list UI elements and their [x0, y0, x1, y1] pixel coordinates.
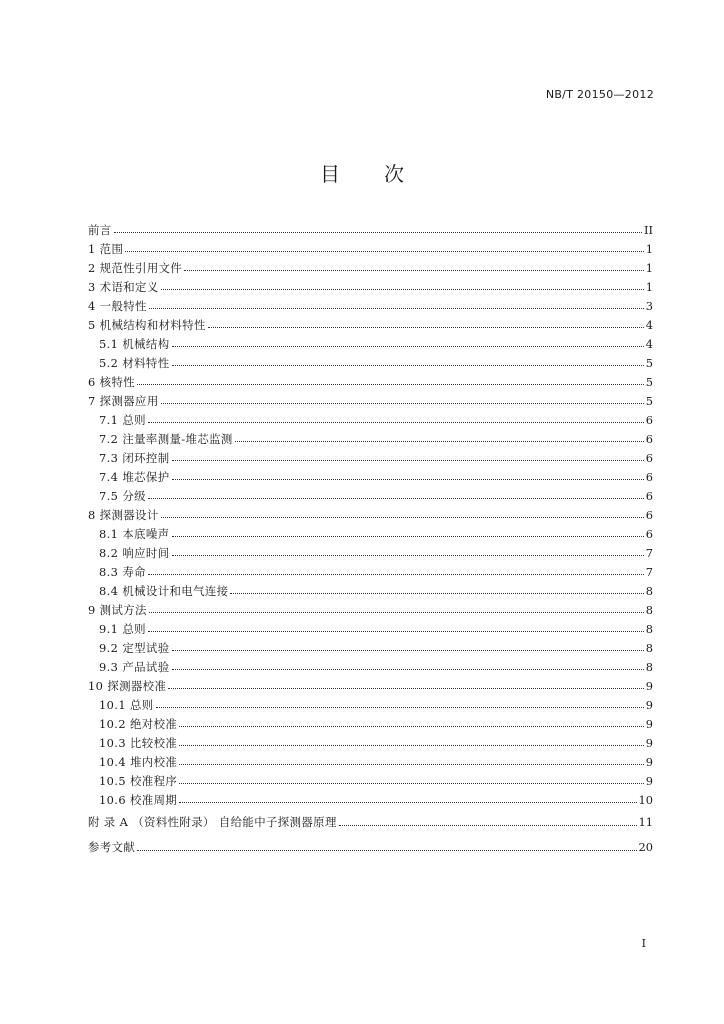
table-of-contents	[88, 220, 653, 858]
toc-entry[interactable]	[88, 752, 653, 771]
toc-entry-page: 9	[645, 697, 653, 712]
toc-entry[interactable]	[88, 676, 653, 695]
toc-entry-label: 8.4 机械设计和电气连接	[99, 583, 229, 598]
toc-entry-label: 3 术语和定义	[88, 279, 159, 294]
toc-entry-page: 6	[645, 412, 653, 427]
toc-leader-dots	[148, 574, 644, 575]
toc-entry[interactable]	[88, 448, 653, 467]
toc-entry[interactable]	[88, 657, 653, 676]
page-title	[0, 158, 724, 187]
toc-entry-label: 9.3 产品试验	[99, 659, 170, 674]
toc-leader-dots	[148, 631, 644, 632]
toc-leader-dots	[137, 384, 644, 385]
toc-entry-page: 5	[645, 355, 653, 370]
toc-entry[interactable]	[88, 391, 653, 410]
toc-entry-label: 10.3 比较校准	[99, 735, 178, 750]
toc-entry-page: 3	[645, 298, 653, 313]
toc-entry[interactable]	[88, 619, 653, 638]
toc-leader-dots	[125, 251, 644, 252]
toc-entry-label: 7.5 分级	[99, 488, 146, 503]
toc-entry-page: 1	[645, 241, 653, 256]
toc-entry-label: 5 机械结构和材料特性	[88, 317, 206, 332]
toc-entry[interactable]	[88, 277, 653, 296]
toc-entry[interactable]	[88, 296, 653, 315]
toc-entry-page: 8	[645, 621, 653, 636]
toc-leader-dots	[161, 517, 644, 518]
toc-leader-dots	[179, 802, 636, 803]
toc-leader-dots	[149, 308, 644, 309]
toc-entry-label: 5.1 机械结构	[99, 336, 170, 351]
toc-entry-label: 5.2 材料特性	[99, 355, 170, 370]
toc-entry-label: 10.1 总则	[99, 697, 154, 712]
toc-entry[interactable]	[88, 315, 653, 334]
toc-entry[interactable]	[88, 810, 653, 834]
toc-leader-dots	[230, 593, 643, 594]
toc-entry-page: 7	[645, 564, 653, 579]
toc-entry-label: 7 探测器应用	[88, 393, 159, 408]
toc-entry-page: 5	[645, 393, 653, 408]
toc-entry[interactable]	[88, 562, 653, 581]
toc-entry-page: 9	[645, 773, 653, 788]
standard-number: NB/T 20150—2012	[545, 88, 654, 101]
toc-entry[interactable]	[88, 372, 653, 391]
toc-leader-dots	[172, 460, 644, 461]
toc-entry-label: 1 范围	[88, 241, 124, 256]
toc-entry-page: 9	[645, 716, 653, 731]
toc-entry-label: 7.4 堆芯保护	[99, 469, 170, 484]
toc-leader-dots	[172, 650, 644, 651]
toc-entry-page: 6	[645, 507, 653, 522]
toc-entry-page: 4	[645, 317, 653, 332]
toc-entry[interactable]	[88, 714, 653, 733]
toc-entry[interactable]	[88, 258, 653, 277]
toc-entry-label: 8.3 寿命	[99, 564, 146, 579]
toc-entry-page: 6	[645, 469, 653, 484]
toc-leader-dots	[172, 346, 644, 347]
toc-entry-label: 10.5 校准程序	[99, 773, 178, 788]
toc-entry-label: 10 探测器校准	[88, 678, 167, 693]
toc-leader-dots	[179, 745, 644, 746]
toc-entry-label: 7.3 闭环控制	[99, 450, 170, 465]
toc-leader-dots	[172, 536, 644, 537]
toc-entry-label: 4 一般特性	[88, 298, 147, 313]
toc-entry-label: 附 录 A （资料性附录） 自给能中子探测器原理	[88, 815, 337, 829]
toc-entry[interactable]	[88, 836, 653, 858]
toc-entry-label: 9.1 总则	[99, 621, 146, 636]
toc-entry-page: 6	[645, 526, 653, 541]
toc-entry-label: 7.2 注量率测量-堆芯监测	[99, 431, 233, 446]
toc-leader-dots	[179, 783, 644, 784]
toc-entry[interactable]	[88, 410, 653, 429]
toc-entry-page: 1	[645, 260, 653, 275]
toc-entry[interactable]	[88, 733, 653, 752]
toc-entry-page: 9	[645, 754, 653, 769]
toc-entry-page: 10	[638, 792, 653, 807]
toc-entry-label: 8 探测器设计	[88, 507, 159, 522]
toc-leader-dots	[137, 850, 636, 851]
toc-entry-page: 8	[645, 602, 653, 617]
toc-entry-page: 8	[645, 640, 653, 655]
toc-entry[interactable]	[88, 505, 653, 524]
toc-entry-page: 6	[645, 431, 653, 446]
toc-entry-label: 8.2 响应时间	[99, 545, 170, 560]
toc-entry[interactable]	[88, 695, 653, 714]
toc-entry-page: 20	[638, 840, 653, 854]
toc-leader-dots	[172, 669, 644, 670]
toc-leader-dots	[339, 825, 637, 826]
toc-entry[interactable]	[88, 581, 653, 600]
toc-leader-dots	[208, 327, 644, 328]
toc-entry-page: 8	[645, 583, 653, 598]
toc-entry-label: 10.2 绝对校准	[99, 716, 178, 731]
toc-entry[interactable]	[88, 220, 653, 239]
toc-leader-dots	[161, 403, 644, 404]
toc-leader-dots	[148, 422, 644, 423]
toc-leader-dots	[172, 555, 644, 556]
toc-leader-dots	[156, 707, 644, 708]
toc-entry-label: 6 核特性	[88, 374, 136, 389]
toc-entry-page: 9	[645, 735, 653, 750]
toc-entry[interactable]	[88, 353, 653, 372]
toc-leader-dots	[149, 612, 644, 613]
toc-leader-dots	[184, 270, 644, 271]
toc-entry-label: 8.1 本底噪声	[99, 526, 170, 541]
toc-entry-label: 10.6 校准周期	[99, 792, 178, 807]
toc-entry[interactable]	[88, 543, 653, 562]
toc-entry[interactable]	[88, 771, 653, 790]
toc-entry-label: 9 测试方法	[88, 602, 147, 617]
toc-entry-page: II	[644, 222, 653, 237]
toc-entry-label: 前言	[88, 222, 112, 237]
toc-entry-label: 2 规范性引用文件	[88, 260, 183, 275]
toc-entry-page: 1	[645, 279, 653, 294]
toc-entry[interactable]	[88, 486, 653, 505]
toc-entry-page: 4	[645, 336, 653, 351]
toc-leader-dots	[179, 726, 644, 727]
toc-entry-page: 6	[645, 450, 653, 465]
toc-entry[interactable]	[88, 600, 653, 619]
title-char-1: 目	[320, 162, 340, 186]
toc-entry-page: 5	[645, 374, 653, 389]
toc-entry-page: 7	[645, 545, 653, 560]
toc-entry-page: 6	[645, 488, 653, 503]
toc-entry[interactable]	[88, 790, 653, 809]
toc-leader-dots	[168, 688, 643, 689]
page-number-footer: I	[641, 937, 646, 950]
toc-leader-dots	[148, 498, 644, 499]
toc-leader-dots	[179, 764, 644, 765]
title-char-2: 次	[384, 162, 404, 186]
toc-entry[interactable]	[88, 467, 653, 486]
toc-entry-page: 9	[645, 678, 653, 693]
toc-entry[interactable]	[88, 334, 653, 353]
toc-leader-dots	[172, 479, 644, 480]
toc-leader-dots	[172, 365, 644, 366]
toc-entry-page: 8	[645, 659, 653, 674]
toc-entry-label: 参考文献	[88, 840, 136, 854]
toc-entry[interactable]	[88, 429, 653, 448]
toc-leader-dots	[235, 441, 644, 442]
toc-entry-label: 7.1 总则	[99, 412, 146, 427]
toc-entry[interactable]	[88, 239, 653, 258]
toc-entry[interactable]	[88, 638, 653, 657]
toc-entry[interactable]	[88, 524, 653, 543]
toc-entry-label: 9.2 定型试验	[99, 640, 170, 655]
toc-leader-dots	[114, 232, 642, 233]
toc-entry-page: 11	[638, 815, 653, 829]
toc-leader-dots	[161, 289, 644, 290]
toc-entry-label: 10.4 堆内校准	[99, 754, 178, 769]
